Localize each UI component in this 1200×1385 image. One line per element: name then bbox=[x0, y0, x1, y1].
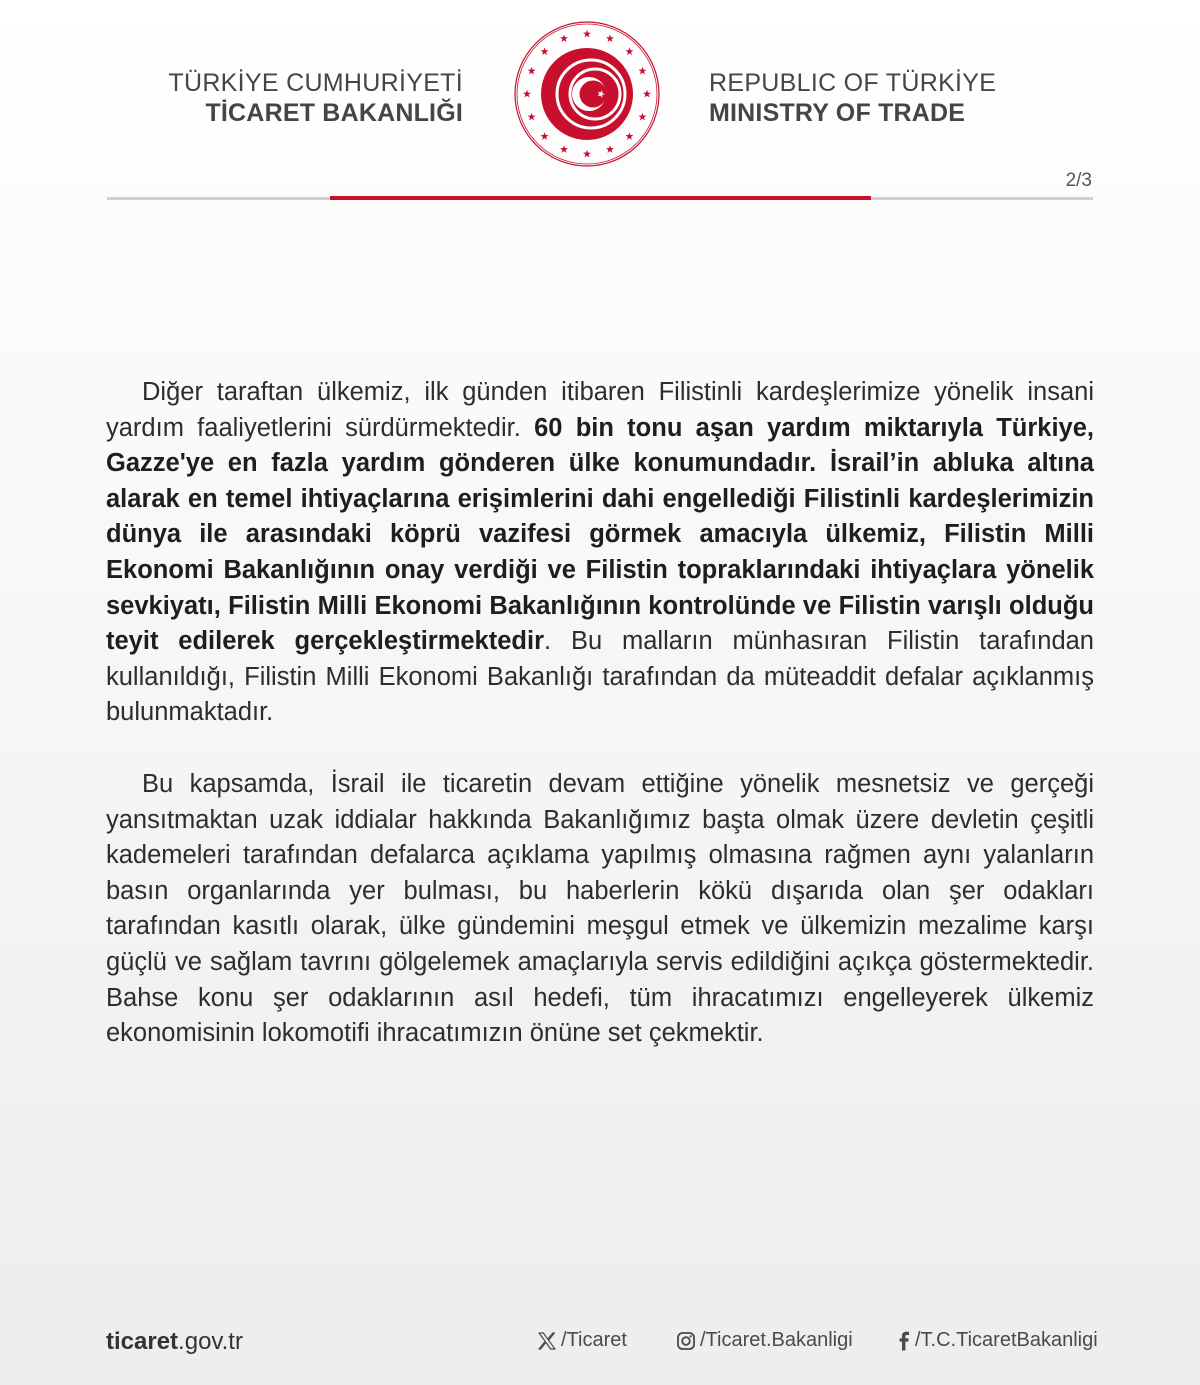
statement-body bbox=[106, 375, 1094, 1052]
emblem-star-icon bbox=[638, 67, 646, 75]
emblem-star-icon bbox=[528, 113, 536, 121]
website-domain-bold: ticaret bbox=[106, 1328, 179, 1355]
facebook-handle[interactable] bbox=[897, 1329, 1098, 1352]
header-divider-accent bbox=[330, 196, 871, 200]
emblem-star-icon bbox=[541, 47, 549, 55]
emblem-star-icon bbox=[625, 132, 633, 140]
emblem-star-icon bbox=[643, 90, 651, 98]
emblem-star-icon bbox=[583, 150, 591, 158]
website-link[interactable] bbox=[106, 1328, 243, 1356]
emblem-star-icon bbox=[606, 145, 614, 153]
paragraph-1-intro: Diğer taraftan ülkemiz, ilk günden itibaren Filistinli kardeşlerimize yönelik insani yardım faaliyetlerini sürdürmektedir. bbox=[106, 378, 1094, 442]
paragraph-1 bbox=[106, 375, 1094, 731]
paragraph-1-end: . Bu malların münhasıran Filistin tarafından kullanıldığı, Filistin Milli Ekonomi Bakanlığı tarafından da müteaddit defalar açıklanmış bulunmaktadır. bbox=[106, 627, 1094, 727]
facebook-icon bbox=[897, 1331, 911, 1351]
facebook-handle-text: /T.C.TicaretBakanligi bbox=[915, 1329, 1098, 1351]
emblem-star-icon bbox=[625, 47, 633, 55]
emblem-star-icon bbox=[541, 132, 549, 140]
instagram-icon bbox=[676, 1331, 696, 1351]
emblem-star-icon bbox=[638, 113, 646, 121]
emblem-star-icon bbox=[560, 34, 568, 42]
twitter-handle-text: /Ticaret bbox=[561, 1329, 627, 1351]
page-number: 2/3 bbox=[1065, 170, 1092, 191]
instagram-handle[interactable] bbox=[676, 1329, 853, 1352]
instagram-handle-text: /Ticaret.Bakanligi bbox=[700, 1329, 853, 1351]
ministry-name-tr: TİCARET BAKANLIĞI bbox=[205, 99, 463, 127]
ministry-name-turkish bbox=[168, 68, 463, 128]
republic-name-en: REPUBLIC OF TÜRKİYE bbox=[709, 69, 997, 97]
twitter-handle[interactable] bbox=[537, 1329, 627, 1352]
ministry-emblem-logo bbox=[513, 20, 661, 168]
emblem-star-icon bbox=[583, 30, 591, 38]
x-logo-icon bbox=[537, 1331, 557, 1351]
paragraph-1-emphasis: 60 bin tonu aşan yardım miktarıyla Türkiye, Gazze'ye en fazla yardım gönderen ülke konumundadır. İsrail’in abluka altına alarak en temel ihtiyaçlarına erişimlerini dahi engellediği Filistinli kardeşlerimizin dünya ile arasındaki köprü vazifesi görmek amacıyla ülkemiz, Filistin Milli Ekonomi Bakanlığının onay verdiği ve Filistin topraklarındaki ihtiyaçlara yönelik sevkiyatı, Filistin Milli Ekonomi Bakanlığının kontrolünde ve Filistin varışlı olduğu teyit edilerek gerçekleştirmektedir bbox=[106, 413, 1095, 656]
ministry-name-en: MINISTRY OF TRADE bbox=[709, 99, 966, 127]
republic-name-tr: TÜRKİYE CUMHURİYETİ bbox=[168, 69, 463, 97]
emblem-star-icon bbox=[528, 67, 536, 75]
emblem-star-icon bbox=[523, 90, 531, 98]
website-domain-suffix: .gov.tr bbox=[178, 1328, 243, 1355]
emblem-star-icon bbox=[606, 34, 614, 42]
emblem-star-icon bbox=[560, 145, 568, 153]
footer bbox=[0, 1326, 1200, 1366]
ministry-name-english bbox=[709, 68, 996, 128]
paragraph-2: Bu kapsamda, İsrail ile ticaretin devam ettiğine yönelik mesnetsiz ve gerçeği yansıtmaktan uzak iddialar hakkında Bakanlığımız başta olmak üzere devletin çeşitli kademeleri tarafından defalarca açıklama yapılmış olmasına rağmen aynı yalanların basın organlarında yer bulması, bu haberlerin kökü dışarıda olan şer odakları tarafından kasıtlı olarak, ülke gündemini meşgul etmek ve ülkemizin mezalime karşı güçlü ve sağlam tavrını gölgelemek amaçlarıyla servis edildiğini açıkça göstermektedir. Bahse konu şer odaklarının asıl hedefi, tüm ihracatımızı engelleyerek ülkemiz ekonomisinin lokomotifi ihracatımızın önüne set çekmektir. bbox=[106, 769, 1094, 1048]
